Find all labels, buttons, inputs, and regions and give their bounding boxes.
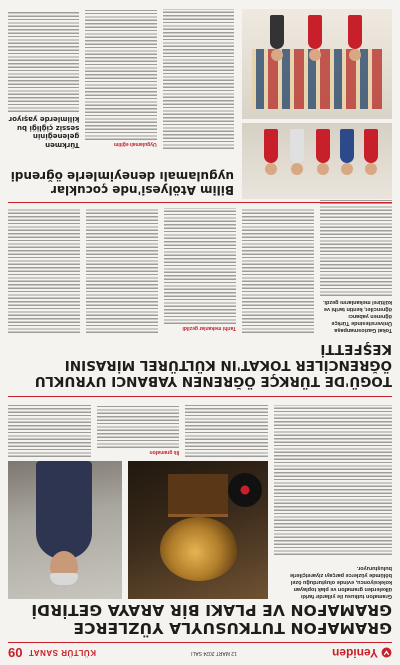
text-lines bbox=[185, 405, 268, 457]
article2-column bbox=[164, 207, 236, 333]
article3-subhead: Uygulamalı eğitim bbox=[113, 141, 157, 147]
article2-lead: Tokat Gaziosmanpaşa Üniversitesinde Türkçe öğrenen yabancı öğrenciler, kentin tarihi ve kültürel mekanlarını gezdi. bbox=[322, 299, 392, 333]
article2-column bbox=[8, 207, 80, 333]
article1-lead: Gramafon tutkusu ile yıllardır farklı ülkelerden gramafon ve plak toplayan koleksiyoncu, evinde oluşturduğu özel bölümde yüzlerce parçayı ziyaretçilerle buluşturuyor. bbox=[289, 565, 392, 599]
article1-headline[interactable]: GRAMAFON TUTKUSUYLA YÜZLERCE GRAMAFON VE PLAKI BİR ARAYA GETİRDİ bbox=[31, 601, 392, 637]
text-lines bbox=[320, 200, 392, 296]
article-divider bbox=[8, 202, 392, 203]
text-lines bbox=[163, 9, 234, 149]
article3-columns bbox=[8, 9, 234, 149]
page-number: 09 bbox=[8, 645, 23, 661]
collector-body bbox=[36, 461, 92, 559]
article2-columns bbox=[8, 207, 392, 333]
article1-body-lines bbox=[274, 405, 392, 555]
text-lines bbox=[164, 208, 236, 324]
header-rule bbox=[8, 642, 392, 643]
collector-photo[interactable] bbox=[8, 461, 122, 599]
brand-logo[interactable] bbox=[332, 646, 392, 660]
article3-column bbox=[8, 9, 79, 149]
article4-headline[interactable]: Türkmen geleneğinin sessiz çiğliği bu kilimlerde yaşıyor bbox=[8, 115, 80, 149]
brand-icon bbox=[381, 648, 392, 659]
article3-headline[interactable]: Bilim Atölyesi'nde çocuklar uygulamalı deneyimlerle öğrendi bbox=[10, 169, 234, 197]
collector-hair bbox=[50, 573, 78, 585]
text-lines bbox=[8, 12, 79, 112]
article1-columns bbox=[8, 405, 268, 457]
gramophone-horn bbox=[160, 517, 238, 581]
article-divider bbox=[8, 396, 392, 397]
page-header bbox=[8, 645, 392, 661]
child-figure bbox=[308, 15, 322, 49]
gramophone-photo[interactable] bbox=[128, 461, 268, 599]
child-figure bbox=[316, 129, 330, 163]
brand-name: Yeniden bbox=[331, 646, 378, 660]
gramophone-box bbox=[168, 474, 228, 517]
section-title: KÜLTÜR SANAT bbox=[28, 648, 96, 658]
text-lines bbox=[8, 405, 91, 457]
child-figure bbox=[264, 129, 278, 163]
article2-column bbox=[86, 207, 158, 333]
text-lines bbox=[86, 207, 158, 333]
section-info bbox=[8, 646, 96, 661]
kilim-photo[interactable] bbox=[242, 9, 392, 119]
article2-column bbox=[320, 207, 392, 333]
text-lines bbox=[242, 207, 314, 333]
workshop-photo[interactable] bbox=[242, 123, 392, 199]
article2-subhead: Tarihi mekanlar gezildi bbox=[182, 325, 236, 331]
article1-subhead: İlk gramafon bbox=[149, 449, 180, 455]
text-lines bbox=[97, 404, 180, 448]
issue-date: 12 MART 2024 SALI bbox=[191, 650, 237, 656]
article1-column bbox=[8, 405, 91, 457]
child-figure bbox=[290, 129, 304, 163]
child-figure bbox=[364, 129, 378, 163]
article3-column bbox=[85, 9, 156, 149]
text-lines bbox=[85, 10, 156, 140]
article3-column bbox=[163, 9, 234, 149]
child-figure bbox=[270, 15, 284, 49]
article1-column bbox=[97, 405, 180, 457]
article2-headline[interactable]: TOGÜ'DE TÜRKÇE ÖĞRENEN YABANCI UYRUKLU ÖĞRENCİLER TOKAT'IN KÜLTÜREL MİRASINI KEŞFETTİ bbox=[34, 341, 392, 389]
article2-column bbox=[242, 207, 314, 333]
child-figure bbox=[340, 129, 354, 163]
text-lines bbox=[8, 207, 80, 333]
article1-body bbox=[274, 405, 392, 555]
child-figure bbox=[348, 15, 362, 49]
article1-column bbox=[185, 405, 268, 457]
vinyl-record bbox=[228, 473, 262, 507]
